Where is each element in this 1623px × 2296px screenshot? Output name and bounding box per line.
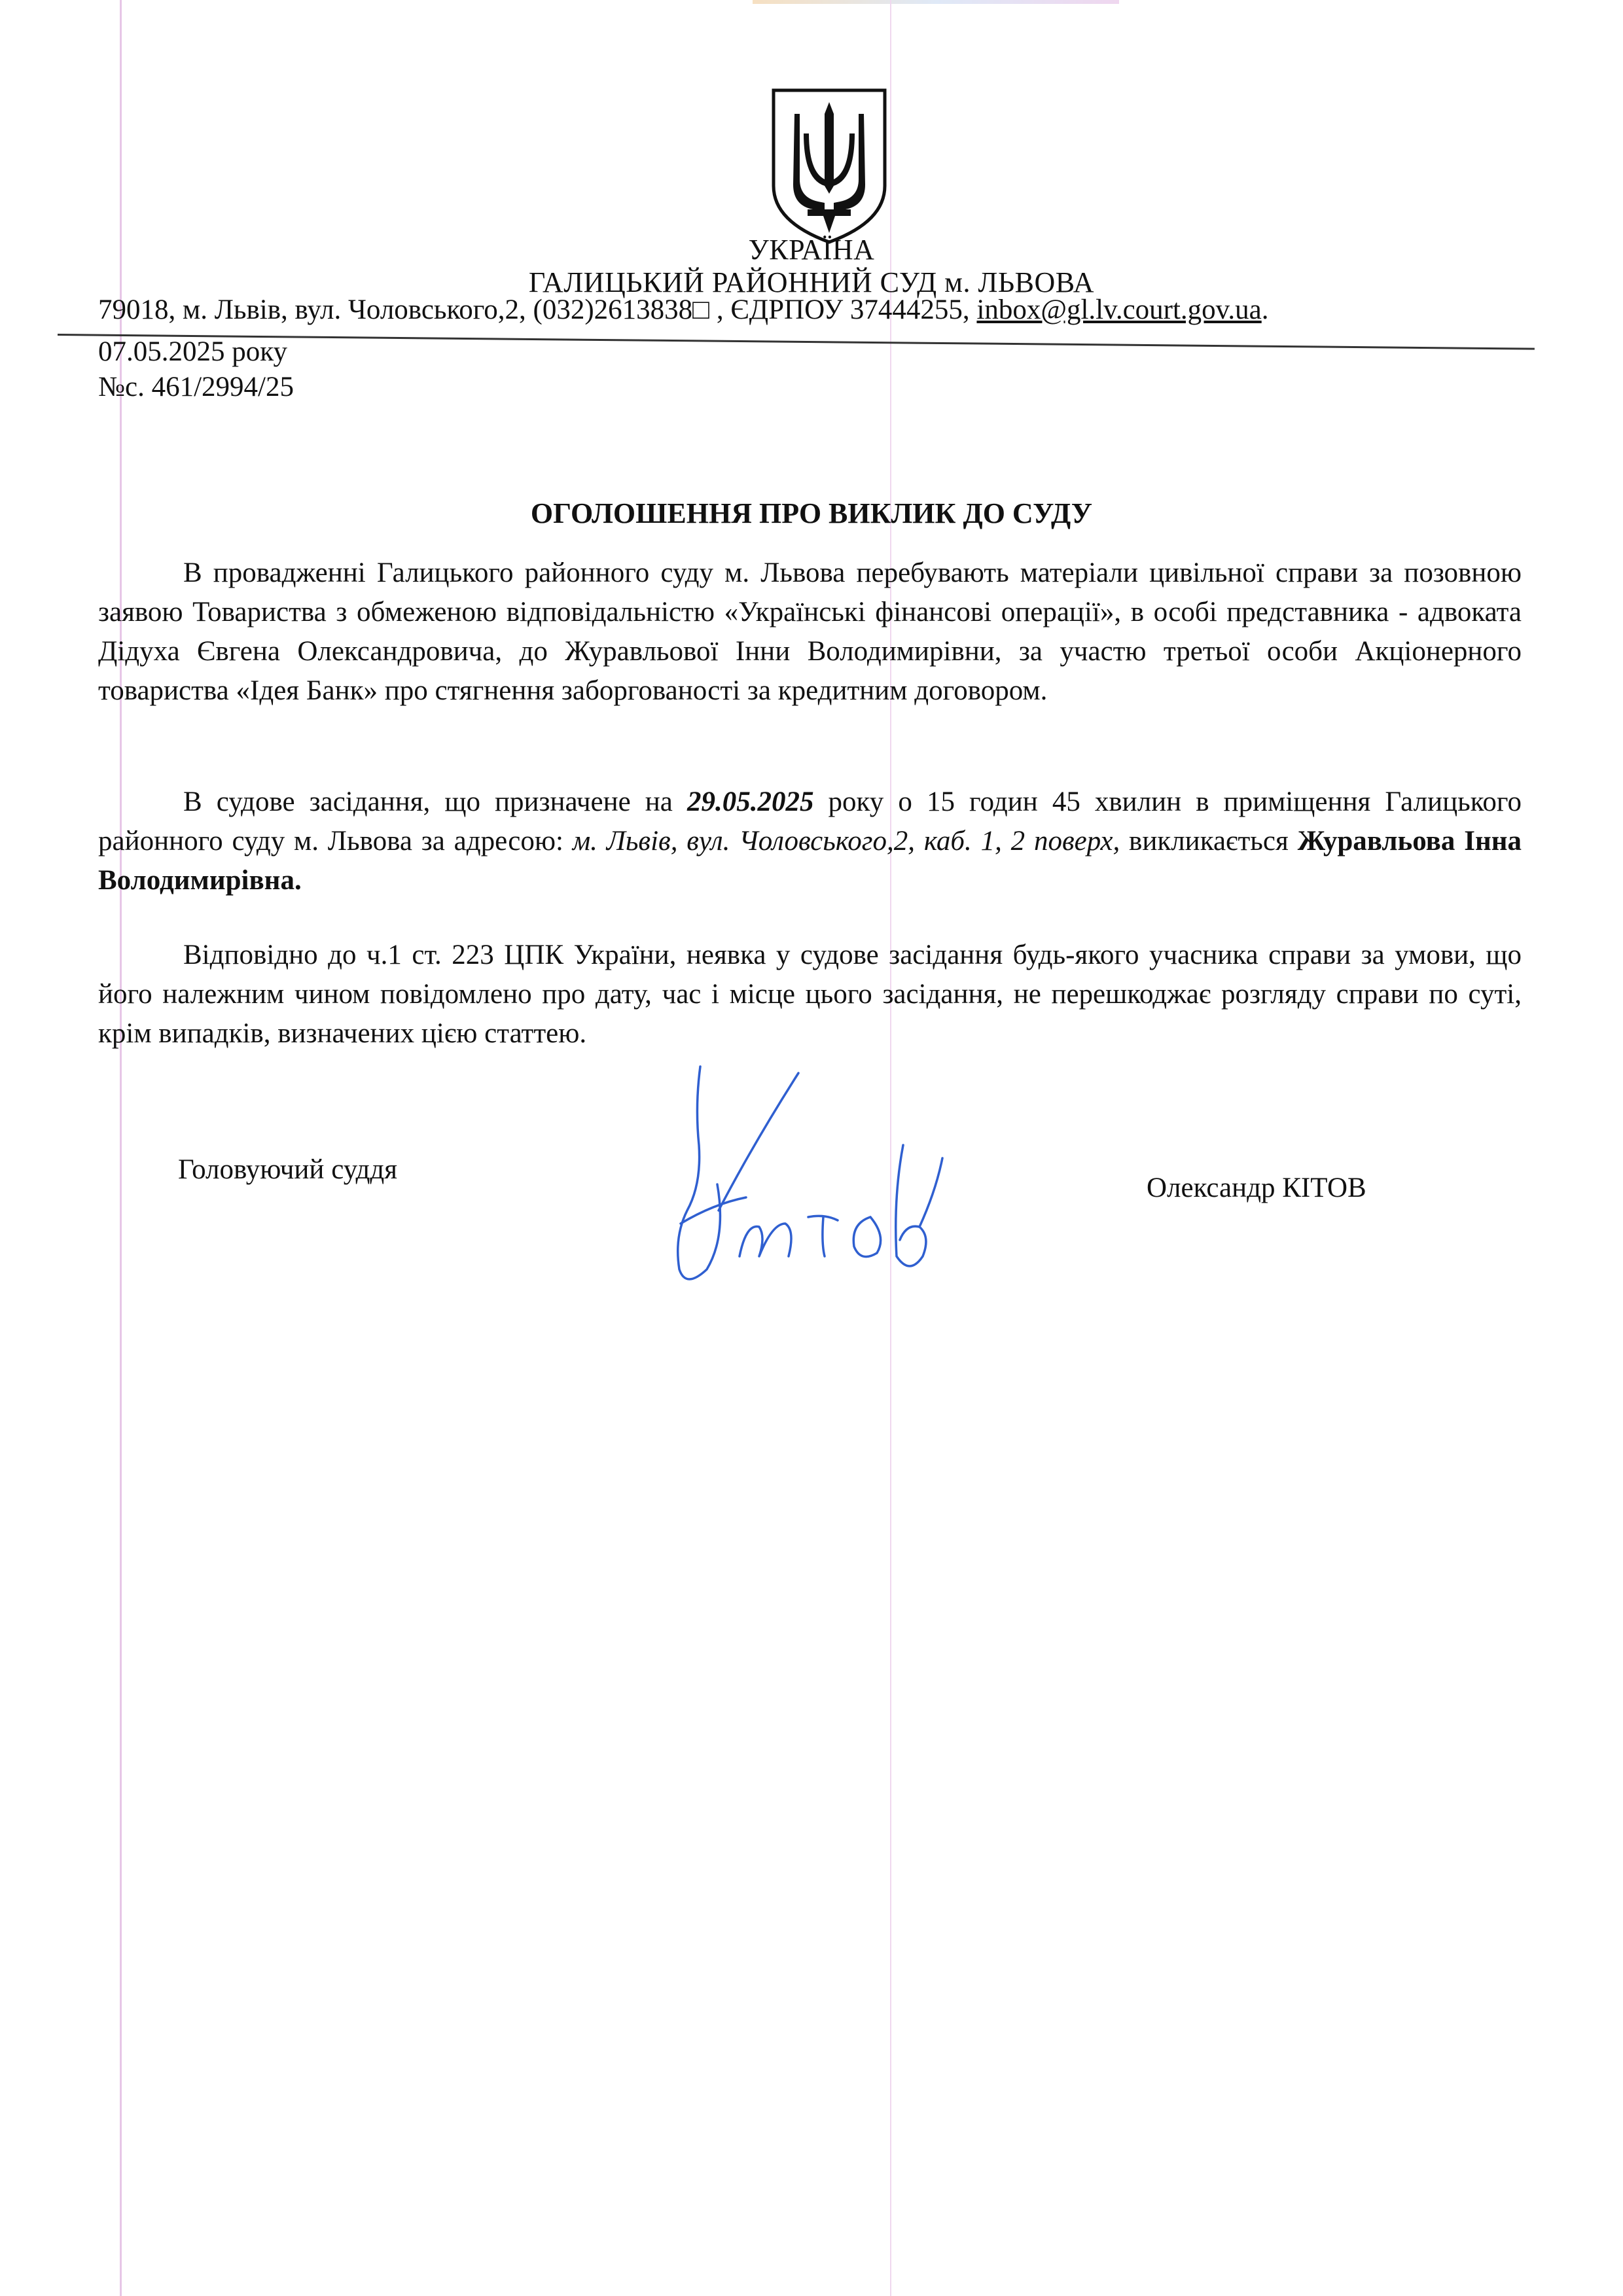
judge-name: Олександр КІТОВ <box>1147 1173 1366 1203</box>
country-name: УКРАЇНА <box>748 234 875 266</box>
paragraph-case-materials: В провадженні Галицького районного суду м. Львова перебувають матеріали цивільної справи за позовною заявою Товариства з обмеженою відповідальністю «Українські фінансові операції», в особі представника - адвоката Дідуха Євгена Олександровича, до Журавльової Інни Володимирівни, за участю третьої особи Акціонерного товариства «Ідея Банк» про стягнення заборгованості за кредитним договором. <box>98 557 1522 706</box>
document-date: 07.05.2025 року <box>98 336 288 367</box>
page-title: ОГОЛОШЕННЯ ПРО ВИКЛИК ДО СУДУ <box>530 497 1093 529</box>
court-address: 79018, м. Львів, вул. Чоловського,2, (032)2613838□ , ЄДРПОУ 37444255, <box>98 294 977 325</box>
paragraph-hearing-summons <box>98 783 1522 900</box>
hearing-text-2: року о 15 годин 45 хвилин в приміщення Галицького районного суду м. Львова за адресою: <box>98 786 1522 857</box>
court-address-end: . <box>1261 294 1269 325</box>
court-name: ГАЛИЦЬКИЙ РАЙОННИЙ СУД м. ЛЬВОВА <box>528 266 1095 298</box>
case-number: №с. 461/2994/25 <box>98 372 294 402</box>
scan-artifact-top <box>753 0 1119 4</box>
hearing-text-3: викликається <box>1120 826 1298 857</box>
hearing-address: м. Львів, вул. Чоловського,2, каб. 1, 2 поверх, <box>572 826 1120 857</box>
paragraph-legal-basis: Відповідно до ч.1 ст. 223 ЦПК України, неявка у судове засідання будь-якого учасника справи за умови, що його належним чином повідомлено про дату, час і місце цього засідання, не перешкоджає розгляду справи по суті, крім випадків, визначених цією статтею. <box>98 940 1522 1049</box>
judge-role: Головуючий суддя <box>178 1154 398 1185</box>
hearing-date: 29.05.2025 <box>687 786 814 817</box>
handwritten-signature <box>661 1060 969 1302</box>
coat-of-arms-icon <box>770 88 889 245</box>
court-email-link[interactable]: inbox@gl.lv.court.gov.ua <box>976 294 1262 325</box>
hearing-text-1: В судове засідання, що призначене на <box>183 786 687 817</box>
summoned-person: Журавльова Інна Володимирівна. <box>98 826 1522 896</box>
court-contacts <box>98 293 1505 327</box>
